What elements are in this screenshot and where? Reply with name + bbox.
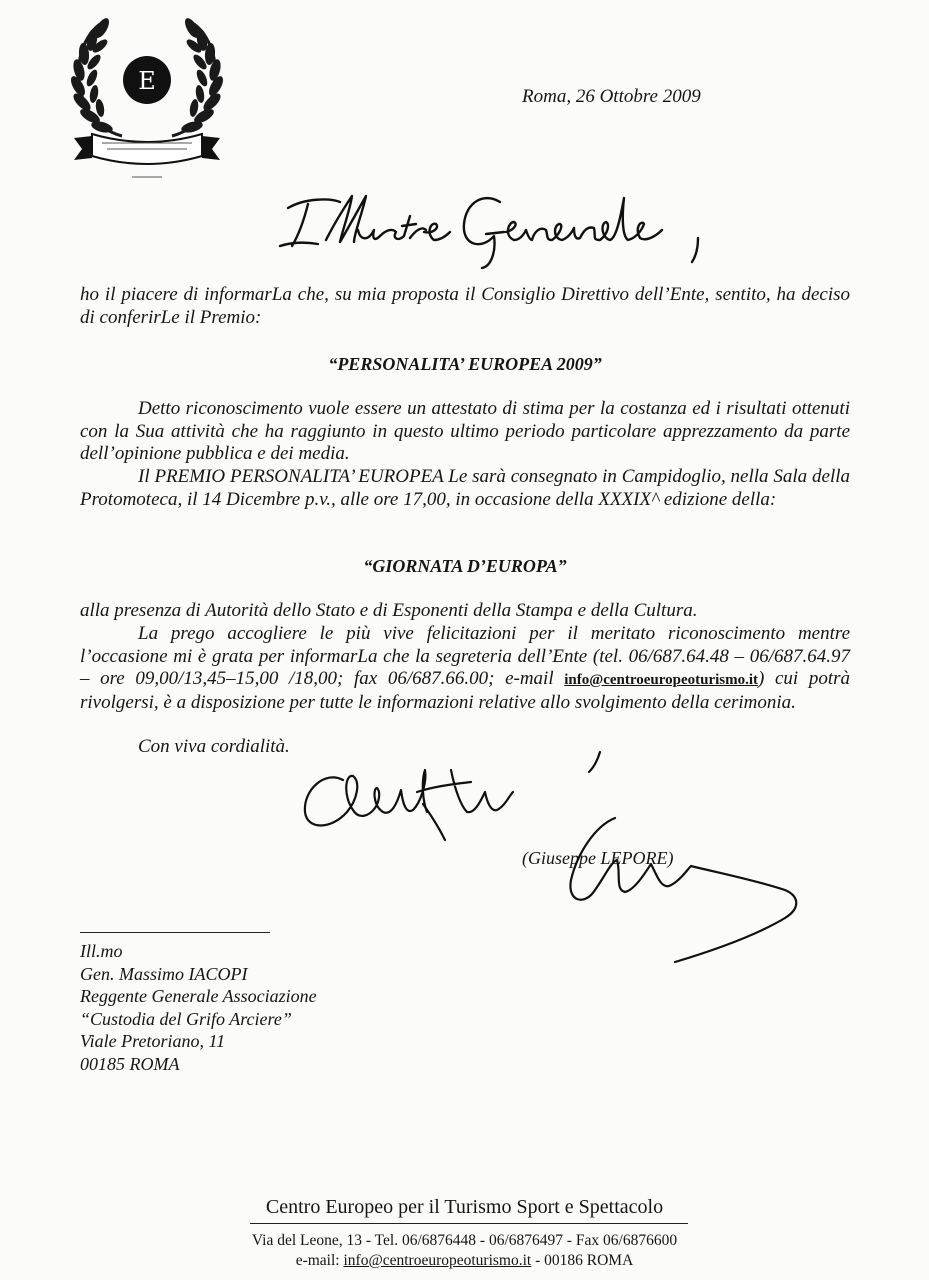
letter-date: Roma, 26 Ottobre 2009 xyxy=(522,86,701,107)
paragraph-congratulations xyxy=(80,623,850,714)
logo-letter: E xyxy=(138,67,156,95)
addressee-line: Reggente Generale Associazione xyxy=(80,986,317,1007)
footer-contact xyxy=(0,1252,929,1270)
handwritten-salutation xyxy=(270,180,720,275)
addressee-line: Gen. Massimo IACOPI xyxy=(80,963,248,984)
intro-paragraph: ho il piacere di informarLa che, su mia proposta il Consiglio Direttivo dell’Ente, sentito, ha deciso di conferirLe il Premio: xyxy=(80,284,850,328)
signer-name: (Giuseppe LEPORE) xyxy=(522,848,674,868)
paragraph-congratulations-start: La prego accogliere le più vive felicitazioni per il meritato riconoscimento mentre l’occasione mi è grata per informarLa che la segreteria dell’Ente (tel. 06/687.64.48 – 06/687.64.97 – ore 09,00/13,45–15,00 /18,00; fax 06/687.66.00; e-mail xyxy=(80,623,850,689)
footer-city: - 00186 ROMA xyxy=(535,1252,634,1269)
addressee-block xyxy=(80,940,317,1076)
event-title: “GIORNATA D’EUROPA” xyxy=(363,556,567,576)
paragraph-congratulations-end: ) cui potrà rivolgersi, è a disposizione per tutte le informazioni relative allo svolgimento della cerimonia. xyxy=(80,668,850,713)
footer-divider xyxy=(250,1223,688,1224)
award-title: “PERSONALITA’ EUROPEA 2009” xyxy=(328,354,602,374)
paragraph-recognition: Detto riconoscimento vuole essere un attestato di stima per la costanza ed i risultati ottenuti con la Sua attività che ha raggiunto in questo ultimo periodo particolare apprezzamento da parte dell’opinione pubblica e dei media. xyxy=(80,398,850,464)
addressee-divider xyxy=(80,932,270,933)
footer-email-link[interactable]: info@centroeuropeoturismo.it xyxy=(343,1252,532,1269)
contact-email-link[interactable]: info@centroeuropeoturismo.it xyxy=(564,672,759,688)
footer-address: Via del Leone, 13 - Tel. 06/6876448 - 06/6876497 - Fax 06/6876600 xyxy=(251,1232,678,1249)
footer-email-label: e-mail: xyxy=(295,1252,340,1269)
closing-text: Con viva cordialità. xyxy=(138,736,290,757)
addressee-line: 00185 ROMA xyxy=(80,1053,180,1074)
footer-organization: Centro Europeo per il Turismo Sport e Spettacolo xyxy=(265,1196,664,1218)
addressee-line: Ill.mo xyxy=(80,941,123,961)
addressee-line: “Custodia del Grifo Arciere” xyxy=(80,1008,292,1029)
addressee-line: Viale Pretoriano, 11 xyxy=(80,1031,226,1052)
organization-logo xyxy=(62,18,232,183)
paragraph-ceremony: Il PREMIO PERSONALITA’ EUROPEA Le sarà consegnato in Campidoglio, nella Sala della Protomoteca, il 14 Dicembre p.v., alle ore 17,00, in occasione della XXXIX^ edizione della: xyxy=(80,466,850,510)
paragraph-presence: alla presenza di Autorità dello Stato e di Esponenti della Stampa e della Cultura. xyxy=(80,600,698,621)
